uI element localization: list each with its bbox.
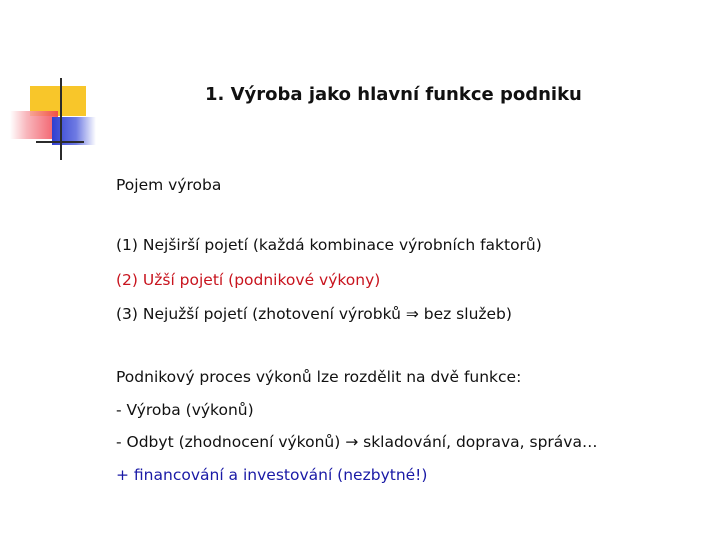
slide-title: 1. Výroba jako hlavní funkce podniku [205, 84, 582, 105]
line-nejuzsi-pojeti: (3) Nejužší pojetí (zhotovení výrobků ⇒ bez služeb) [116, 305, 512, 323]
decor-red-square [10, 111, 58, 139]
line-vyroba: - Výroba (výkonů) [116, 401, 254, 419]
line-podnikovy-proces: Podnikový proces výkonů lze rozdělit na dvě funkce: [116, 368, 522, 386]
line-financovani: + financování a investování (nezbytné!) [116, 466, 428, 484]
line-pojem-vyroba: Pojem výroba [116, 176, 222, 194]
decor-vertical-line [60, 78, 62, 160]
decor-horizontal-line [36, 141, 84, 143]
line-uzsi-pojeti: (2) Užší pojetí (podnikové výkony) [116, 271, 381, 289]
line-odbyt: - Odbyt (zhodnocení výkonů) → skladování, doprava, správa… [116, 433, 598, 451]
line-nejsirsi-pojeti: (1) Nejširší pojetí (každá kombinace výrobních faktorů) [116, 236, 542, 254]
